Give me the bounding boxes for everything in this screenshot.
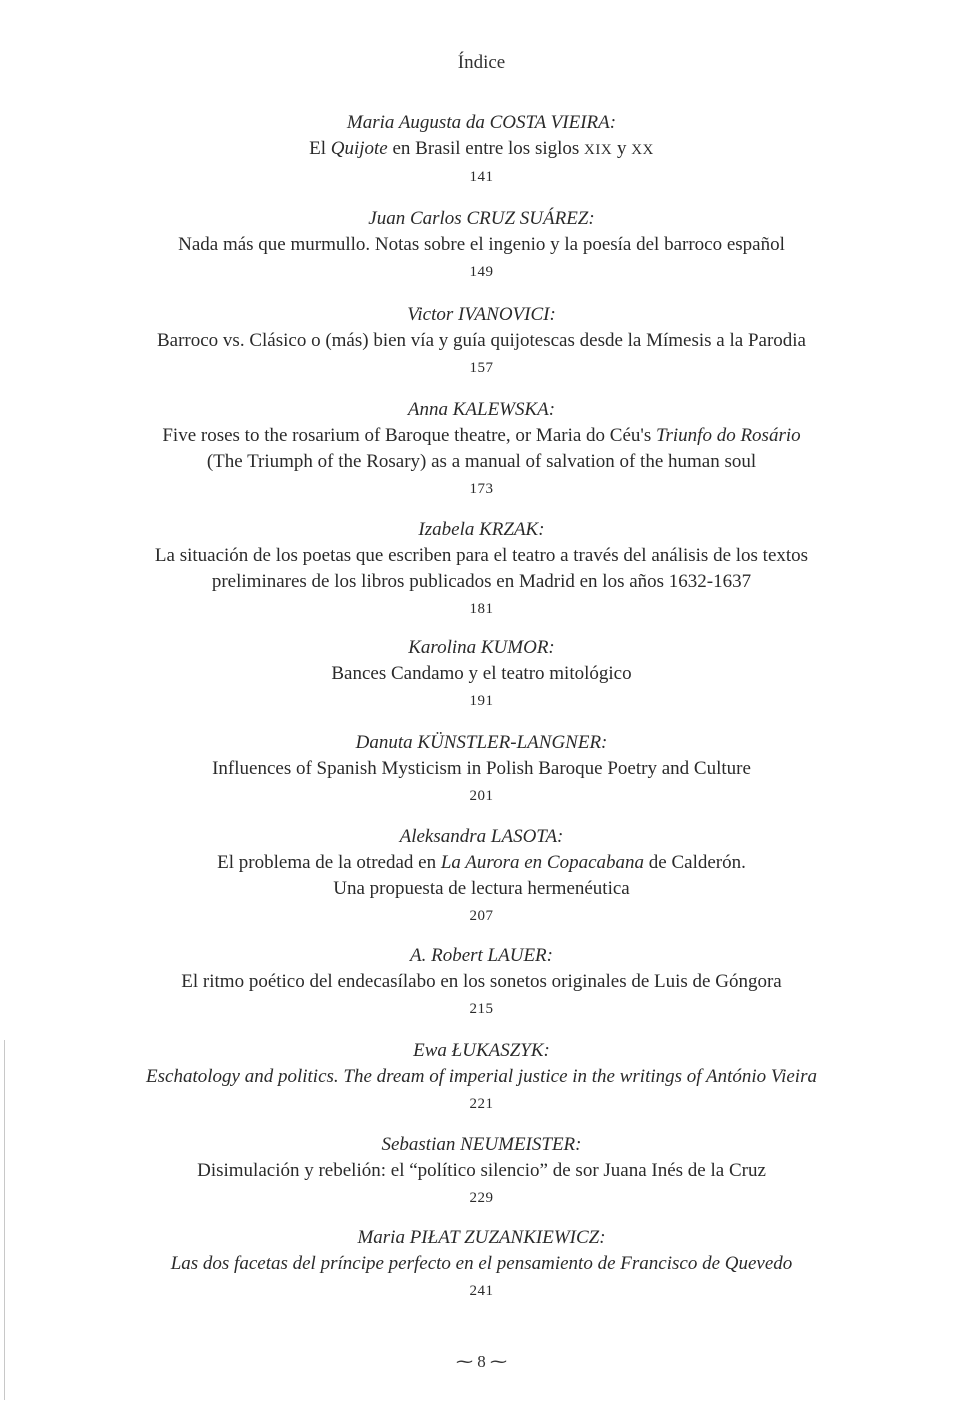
entry-page-number: 221 [469, 1096, 494, 1112]
footer-ornament-right: ⁓ [490, 1352, 507, 1371]
entry-title: Bances Candamo y el teatro mitológico [331, 663, 632, 684]
toc-entry[interactable] [0, 397, 963, 499]
entry-author: Izabela KRZAK: [418, 519, 545, 540]
entry-title: Five roses to the rosarium of Baroque theatre, or Maria do Céu's Triunfo do Rosário [162, 425, 801, 446]
entry-title: Disimulación y rebelión: el “político silencio” de sor Juana Inés de la Cruz [197, 1160, 766, 1181]
entry-title-line-2: preliminares de los libros publicados en Madrid en los años 1632-1637 [211, 571, 752, 592]
entry-page-number: 181 [469, 601, 494, 617]
toc-entry[interactable] [0, 824, 963, 926]
footer-ornament-left: ⁓ [456, 1352, 473, 1371]
entry-author: Anna KALEWSKA: [407, 399, 556, 420]
toc-entry[interactable] [0, 1225, 963, 1301]
entry-title: La situación de los poetas que escriben para el teatro a través del análisis de los textos [154, 545, 809, 566]
toc-entry[interactable] [0, 302, 963, 378]
toc-entry[interactable] [0, 110, 963, 187]
entry-page-number: 229 [469, 1190, 494, 1206]
entry-title: El problema de la otredad en La Aurora en Copacabana de Calderón. [217, 852, 746, 873]
entry-title-line-2: (The Triumph of the Rosary) as a manual of salvation of the human soul [206, 451, 757, 472]
entry-title: Barroco vs. Clásico o (más) bien vía y guía quijotescas desde la Mímesis a la Parodia [156, 330, 806, 351]
entry-title-line-2: Una propuesta de lectura hermenéutica [333, 878, 630, 899]
entry-author: Ewa ŁUKASZYK: [413, 1040, 550, 1061]
entry-page-number: 173 [469, 481, 494, 497]
toc-entry[interactable] [0, 635, 963, 711]
toc-entry[interactable] [0, 730, 963, 806]
entry-title: Eschatology and politics. The dream of imperial justice in the writings of António Vieira [146, 1066, 817, 1087]
entry-title: Nada más que murmullo. Notas sobre el ingenio y la poesía del barroco español [178, 234, 785, 255]
entry-author: Danuta KÜNSTLER-LANGNER: [355, 732, 608, 753]
entry-page-number: 201 [469, 788, 494, 804]
entry-page-number: 241 [469, 1283, 494, 1299]
entry-author: Juan Carlos CRUZ SUÁREZ: [368, 208, 595, 229]
entry-title: El Quijote en Brasil entre los siglos XIX y XX [309, 138, 654, 159]
entry-page-number: 207 [469, 908, 494, 924]
entry-author: Maria PIŁAT ZUZANKIEWICZ: [357, 1227, 606, 1248]
entry-page-number: 215 [469, 1001, 494, 1017]
footer-page-number: 8 [477, 1352, 486, 1371]
entry-author: Aleksandra LASOTA: [399, 826, 564, 847]
toc-entry[interactable] [0, 1038, 963, 1114]
entry-author: Maria Augusta da COSTA VIEIRA: [346, 112, 617, 133]
entry-title: Influences of Spanish Mysticism in Polish Baroque Poetry and Culture [212, 758, 751, 779]
toc-entry[interactable] [0, 1132, 963, 1208]
entry-author: A. Robert LAUER: [409, 945, 553, 966]
page-header: Índice [457, 52, 506, 73]
toc-entry[interactable] [0, 206, 963, 282]
entry-title: Las dos facetas del príncipe perfecto en el pensamiento de Francisco de Quevedo [170, 1253, 793, 1274]
entry-author: Karolina KUMOR: [408, 637, 555, 658]
toc-entry[interactable] [0, 517, 963, 619]
entry-page-number: 141 [469, 169, 494, 185]
entry-title: El ritmo poético del endecasílabo en los sonetos originales de Luis de Góngora [181, 971, 782, 992]
entry-page-number: 157 [469, 360, 494, 376]
entry-author: Victor IVANOVICI: [407, 304, 556, 325]
entry-page-number: 149 [469, 264, 494, 280]
page-footer [0, 1352, 963, 1372]
entry-author: Sebastian NEUMEISTER: [381, 1134, 582, 1155]
toc-entry[interactable] [0, 943, 963, 1019]
entry-page-number: 191 [469, 693, 494, 709]
